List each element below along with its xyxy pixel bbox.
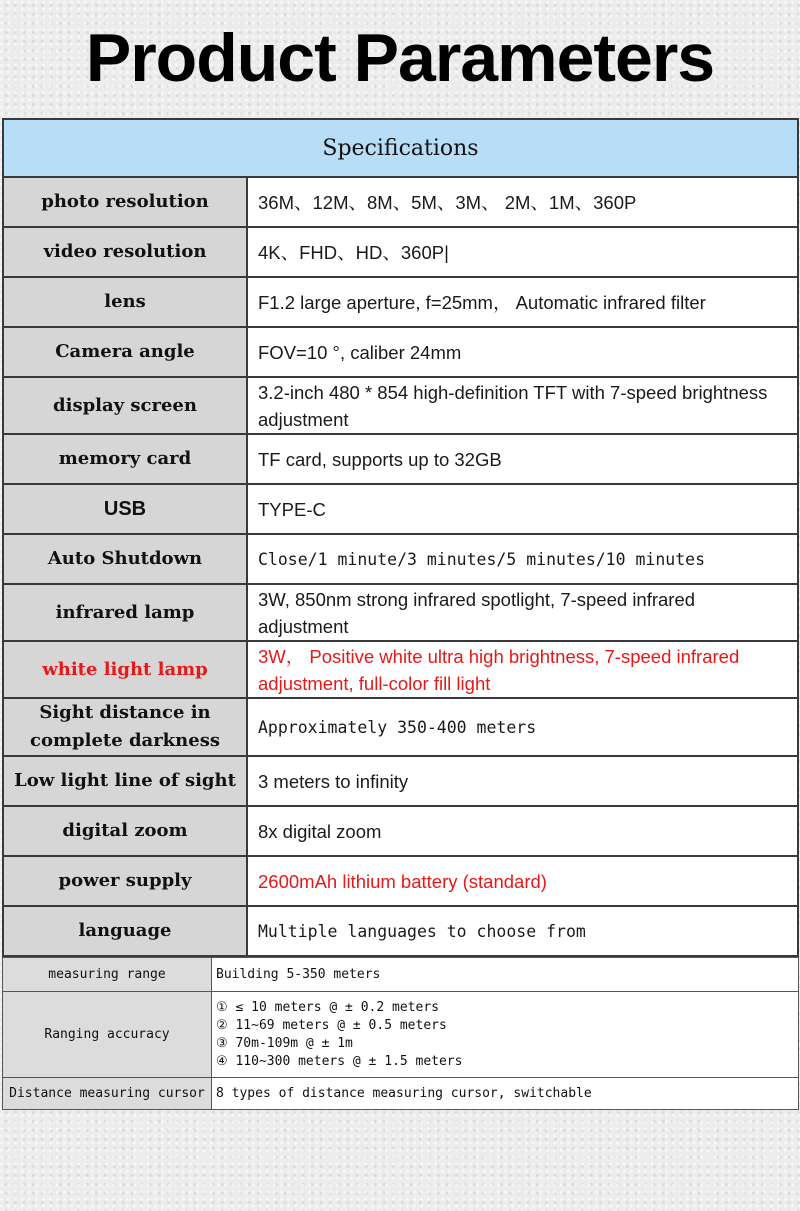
ranging-row-measuring-range: [3, 958, 799, 992]
spec-row-memory-card: [3, 434, 798, 484]
ranging-row-accuracy: [3, 992, 799, 1078]
spec-row-infrared-lamp: [3, 584, 798, 641]
spec-value: 3.2-inch 480 * 854 high-definition TFT with 7-speed brightness adjustment: [247, 377, 798, 434]
spec-label: Low light line of sight: [3, 756, 247, 806]
spec-row-low-light: [3, 756, 798, 806]
ranging-accuracy-list: [212, 992, 799, 1078]
spec-row-digital-zoom: [3, 806, 798, 856]
spec-value: 3 meters to infinity: [247, 756, 798, 806]
spec-label: memory card: [3, 434, 247, 484]
accuracy-line: ③ 70m-109m @ ± 1m: [216, 1035, 353, 1051]
spec-value: 8x digital zoom: [247, 806, 798, 856]
accuracy-line: ② 11~69 meters @ ± 0.5 meters: [216, 1017, 447, 1033]
spec-row-display-screen: [3, 377, 798, 434]
spec-label: Auto Shutdown: [3, 534, 247, 584]
spec-row-photo-resolution: [3, 177, 798, 227]
spec-row-usb: [3, 484, 798, 534]
spec-label: USB: [3, 484, 247, 534]
spec-value: F1.2 large aperture, f=25mm， Automatic infrared filter: [247, 277, 798, 327]
spec-label: Camera angle: [3, 327, 247, 377]
spec-value: 3W, 850nm strong infrared spotlight, 7-speed infrared adjustment: [247, 584, 798, 641]
spec-label: language: [3, 906, 247, 956]
spec-value: 3W， Positive white ultra high brightness, 7-speed infrared adjustment, full-color fill light: [247, 641, 798, 698]
spec-value: Approximately 350-400 meters: [247, 698, 798, 756]
spec-row-camera-angle: [3, 327, 798, 377]
table-header-row: [3, 119, 798, 177]
spec-value: 4K、FHD、HD、360P|: [247, 227, 798, 277]
ranging-value: Building 5-350 meters: [212, 958, 799, 992]
spec-row-auto-shutdown: [3, 534, 798, 584]
spec-value: 36M、12M、8M、5M、3M、 2M、1M、360P: [247, 177, 798, 227]
spec-label: power supply: [3, 856, 247, 906]
spec-label: Sight distance in complete darkness: [3, 698, 247, 756]
spec-row-sight-distance: [3, 698, 798, 756]
page-title: Product Parameters: [85, 20, 715, 96]
spec-value: TF card, supports up to 32GB: [247, 434, 798, 484]
spec-value: Multiple languages to choose from: [247, 906, 798, 956]
spec-label: white light lamp: [3, 641, 247, 698]
accuracy-line: ① ≤ 10 meters @ ± 0.2 meters: [216, 999, 439, 1015]
accuracy-line: ④ 110~300 meters @ ± 1.5 meters: [216, 1053, 463, 1069]
spec-value: TYPE-C: [247, 484, 798, 534]
spec-value: FOV=10 °, caliber 24mm: [247, 327, 798, 377]
spec-label: digital zoom: [3, 806, 247, 856]
ranging-label: measuring range: [3, 958, 212, 992]
spec-label: infrared lamp: [3, 584, 247, 641]
spec-label: photo resolution: [3, 177, 247, 227]
ranging-row-cursor: [3, 1078, 799, 1110]
spec-label: display screen: [3, 377, 247, 434]
specifications-table: [2, 118, 799, 957]
spec-row-language: [3, 906, 798, 956]
ranging-label: Ranging accuracy: [3, 992, 212, 1078]
spec-row-video-resolution: [3, 227, 798, 277]
spec-row-lens: [3, 277, 798, 327]
spec-value: 2600mAh lithium battery (standard): [247, 856, 798, 906]
spec-label: lens: [3, 277, 247, 327]
spec-value: Close/1 minute/3 minutes/5 minutes/10 minutes: [247, 534, 798, 584]
ranging-value: 8 types of distance measuring cursor, switchable: [212, 1078, 799, 1110]
spec-row-power-supply: [3, 856, 798, 906]
spec-label: video resolution: [3, 227, 247, 277]
ranging-label: Distance measuring cursor: [3, 1078, 212, 1110]
specifications-header: Specifications: [3, 119, 798, 177]
ranging-table: [2, 957, 799, 1110]
spec-row-white-light-lamp: [3, 641, 798, 698]
